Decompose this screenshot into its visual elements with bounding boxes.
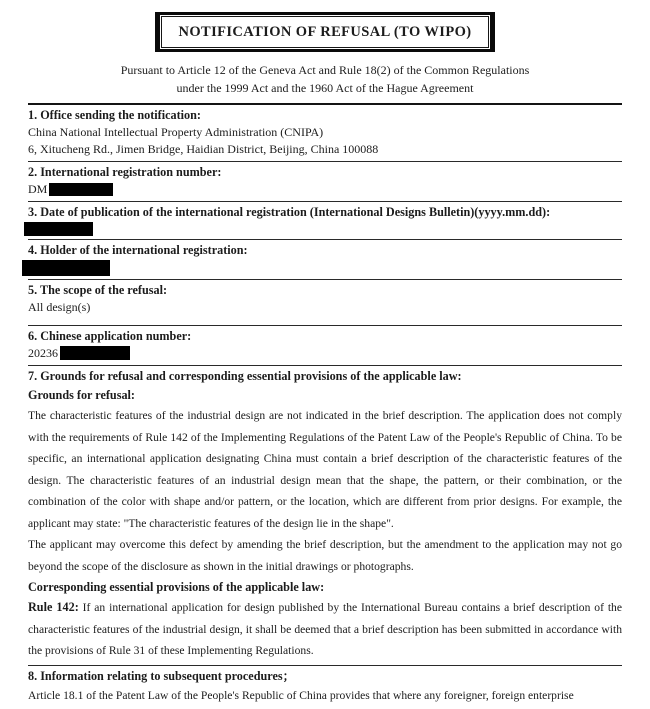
title-box <box>155 12 494 52</box>
subtitle-line-1: Pursuant to Article 12 of the Geneva Act and Rule 18(2) of the Common Regulations <box>28 61 622 79</box>
section-publication-date <box>28 202 622 240</box>
office-address: 6, Xitucheng Rd., Jimen Bridge, Haidian District, Beijing, China 100088 <box>28 141 622 158</box>
section-registration-number <box>28 162 622 202</box>
redacted-registration-number <box>49 183 113 196</box>
rule-142-text: If an international application for design published by the International Bureau contains a brief description of the characteristic features of the industrial design, it shall be deemed that a brief description has been submitted in accordance with the provisions of Rule 31 of these Implementing Regulations. <box>28 601 622 657</box>
section-6-heading: 6. Chinese application number: <box>28 328 622 345</box>
document-subtitle <box>28 61 622 97</box>
section-3-heading: 3. Date of publication of the international registration (International Designs Bulletin)(yyyy.mm.dd): <box>28 204 622 221</box>
section-4-heading: 4. Holder of the international registration: <box>28 242 622 259</box>
section-chinese-application <box>28 326 622 366</box>
chinese-application-value <box>28 345 622 362</box>
section-1-heading: 1. Office sending the notification: <box>28 107 622 124</box>
publication-date-value <box>28 222 622 236</box>
holder-value <box>28 260 622 276</box>
section-2-heading: 2. International registration number: <box>28 164 622 181</box>
section-7-heading: 7. Grounds for refusal and corresponding essential provisions of the applicable law: <box>28 368 622 385</box>
registration-number-prefix: DM <box>28 182 47 196</box>
redacted-publication-date <box>24 222 93 236</box>
redacted-holder-name <box>22 260 110 276</box>
provisions-label: Corresponding essential provisions of the applicable law: <box>28 577 622 597</box>
subtitle-line-2: under the 1999 Act and the 1960 Act of the Hague Agreement <box>28 79 622 97</box>
grounds-paragraph-1: The characteristic features of the industrial design are not indicated in the brief description. The application does not comply with the requirements of Rule 142 of the Implementing Regulations of the Patent Law of the People's Republic of China. To be specific, an international application designating China must contain a brief description of the characteristic features of the design. The characteristic features of an industrial design mean that the shape, the pattern, or their combination, or the combination of the color with shape and/or pattern, or the location, which are different from prior designs. For example, the applicant may state: "The characteristic features of the design lie in the shape". <box>28 405 622 534</box>
section-5-heading: 5. The scope of the refusal: <box>28 282 622 299</box>
section-8-heading: 8. Information relating to subsequent procedures； <box>28 668 622 685</box>
office-name: China National Intellectual Property Administration (CNIPA) <box>28 124 622 141</box>
article-18-paragraph: Article 18.1 of the Patent Law of the People's Republic of China provides that where any foreigner, foreign enterprise <box>28 685 622 707</box>
redacted-application-number <box>60 346 130 360</box>
rule-142-label: Rule 142: <box>28 600 79 614</box>
rule-142-paragraph <box>28 597 622 662</box>
section-grounds <box>28 366 622 666</box>
section-subsequent-procedures <box>28 666 622 709</box>
section-holder <box>28 240 622 280</box>
scope-value: All design(s) <box>28 299 622 316</box>
grounds-paragraph-2: The applicant may overcome this defect by amending the brief description, but the amendment to the application may not go beyond the scope of the disclosure as shown in the initial drawings or photographs. <box>28 534 622 577</box>
section-scope <box>28 280 622 326</box>
registration-number-value <box>28 181 622 198</box>
chinese-application-prefix: 20236 <box>28 346 58 360</box>
section-office <box>28 105 622 162</box>
document-title: NOTIFICATION OF REFUSAL (TO WIPO) <box>178 24 471 41</box>
grounds-label: Grounds for refusal: <box>28 385 622 405</box>
